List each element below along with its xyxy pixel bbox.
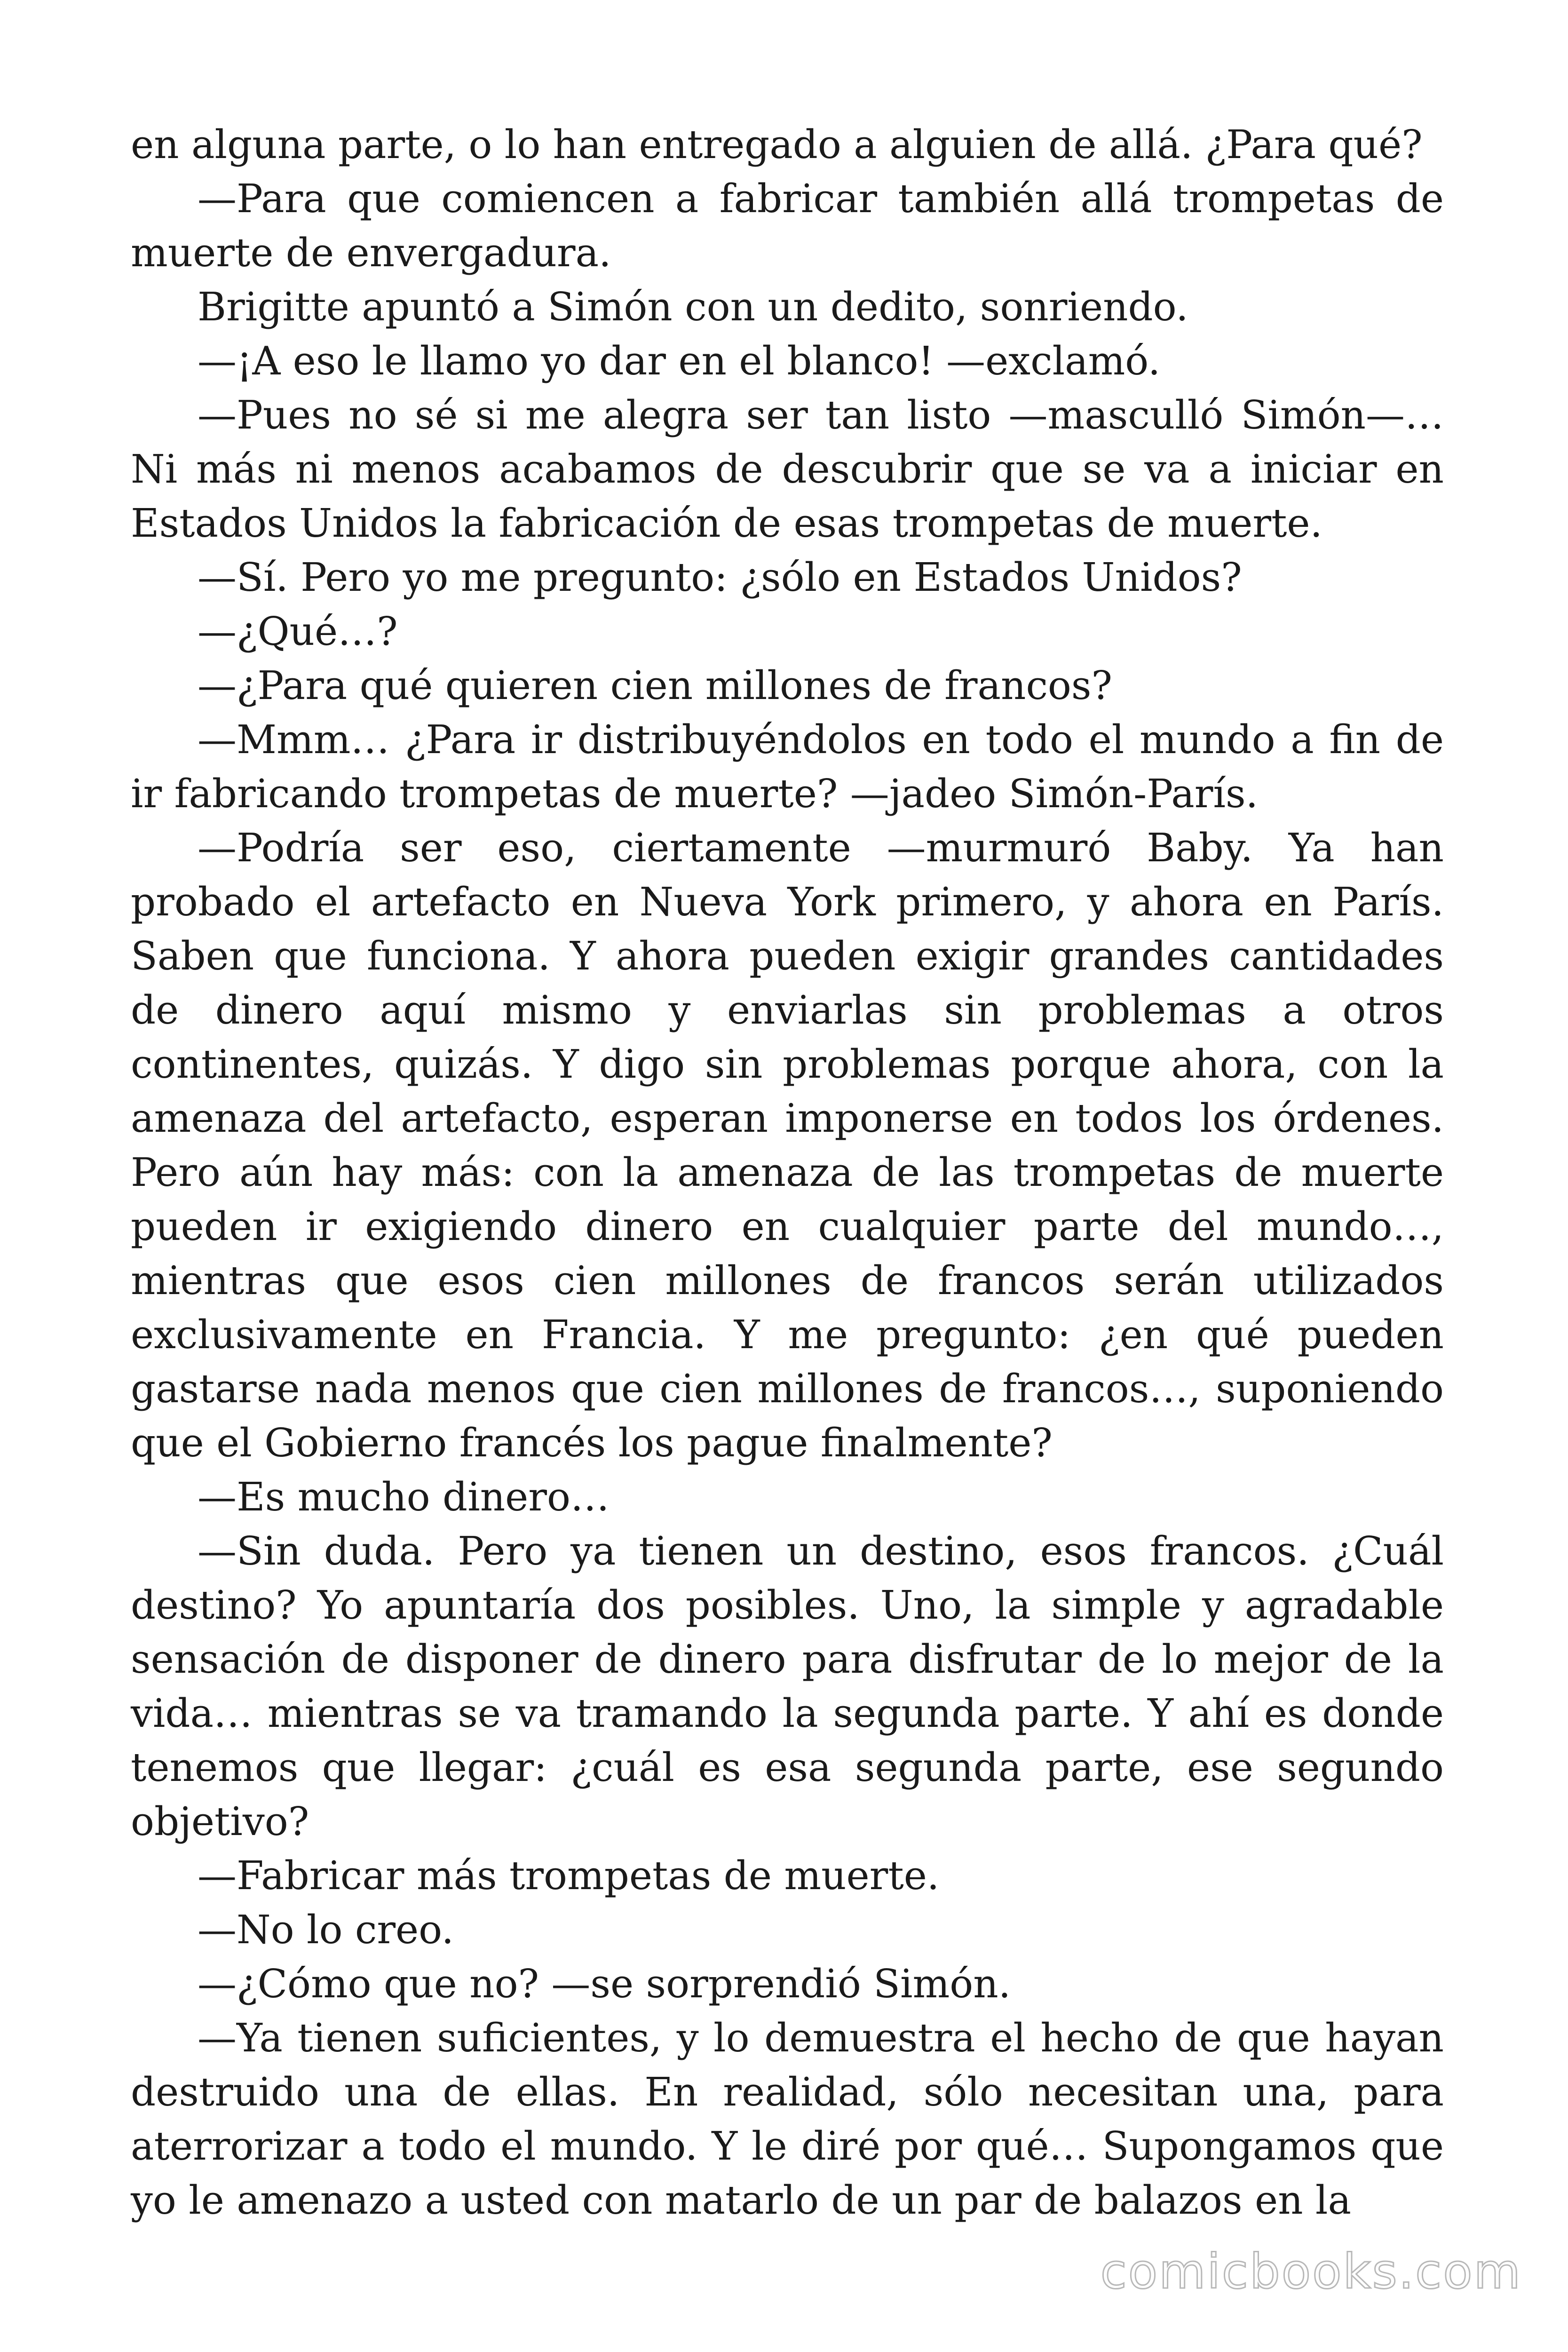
paragraph: en alguna parte, o lo han entregado a alguien de allá. ¿Para qué? <box>131 122 1423 167</box>
paragraph: —Para que comiencen a fabricar también allá trompetas de muerte de envergadura. <box>131 176 1444 276</box>
paragraph: —Ya tienen suficientes, y lo demuestra el hecho de que hayan destruido una de ellas. En realidad, sólo necesitan una, para aterrorizar a todo el mundo. Y le diré por qué… Supongamos que yo le amenazo a usted con matarlo de un par de balazos en la <box>131 2015 1444 2223</box>
paragraph: —¿Cómo que no? —se sorprendió Simón. <box>198 1961 1011 2007</box>
paragraph: —Es mucho dinero… <box>198 1474 610 1520</box>
paragraph: —¿Qué…? <box>198 609 398 654</box>
paragraph: —Sí. Pero yo me pregunto: ¿sólo en Estados Unidos? <box>198 555 1242 600</box>
page-text <box>131 118 1444 2227</box>
paragraph: —¡A eso le llamo yo dar en el blanco! —exclamó. <box>198 338 1161 384</box>
watermark: comicbooks.com <box>1100 2244 1522 2300</box>
paragraph: —Mmm… ¿Para ir distribuyéndolos en todo el mundo a fin de ir fabricando trompetas de muerte? —jadeo Simón-París. <box>131 717 1444 817</box>
paragraph: —Fabricar más trompetas de muerte. <box>198 1853 940 1899</box>
paragraph: Brigitte apuntó a Simón con un dedito, sonriendo. <box>198 284 1188 330</box>
paragraph: —Pues no sé si me alegra ser tan listo —masculló Simón—… Ni más ni menos acabamos de descubrir que se va a iniciar en Estados Unidos la fabricación de esas trompetas de muerte. <box>131 392 1444 546</box>
paragraph: —No lo creo. <box>198 1907 454 1953</box>
paragraph: —Podría ser eso, ciertamente —murmuró Baby. Ya han probado el artefacto en Nueva York primero, y ahora en París. Saben que funciona. Y ahora pueden exigir grandes cantidades de dinero aquí mismo y enviarlas sin problemas a otros continentes, quizás. Y digo sin problemas porque ahora, con la amenaza del artefacto, esperan imponerse en todos los órdenes. Pero aún hay más: con la amenaza de las trompetas de muerte pueden ir exigiendo dinero en cualquier parte del mundo…, mientras que esos cien millones de francos serán utilizados exclusivamente en Francia. Y me pregunto: ¿en qué pueden gastarse nada menos que cien millones de francos…, suponiendo que el Gobierno francés los pague finalmente? <box>131 825 1444 1466</box>
paragraph: —Sin duda. Pero ya tienen un destino, esos francos. ¿Cuál destino? Yo apuntaría dos posibles. Uno, la simple y agradable sensación de disponer de dinero para disfrutar de lo mejor de la vida… mientras se va tramando la segunda parte. Y ahí es donde tenemos que llegar: ¿cuál es esa segunda parte, ese segundo objetivo? <box>131 1528 1444 1844</box>
paragraph: —¿Para qué quieren cien millones de francos? <box>198 663 1112 708</box>
